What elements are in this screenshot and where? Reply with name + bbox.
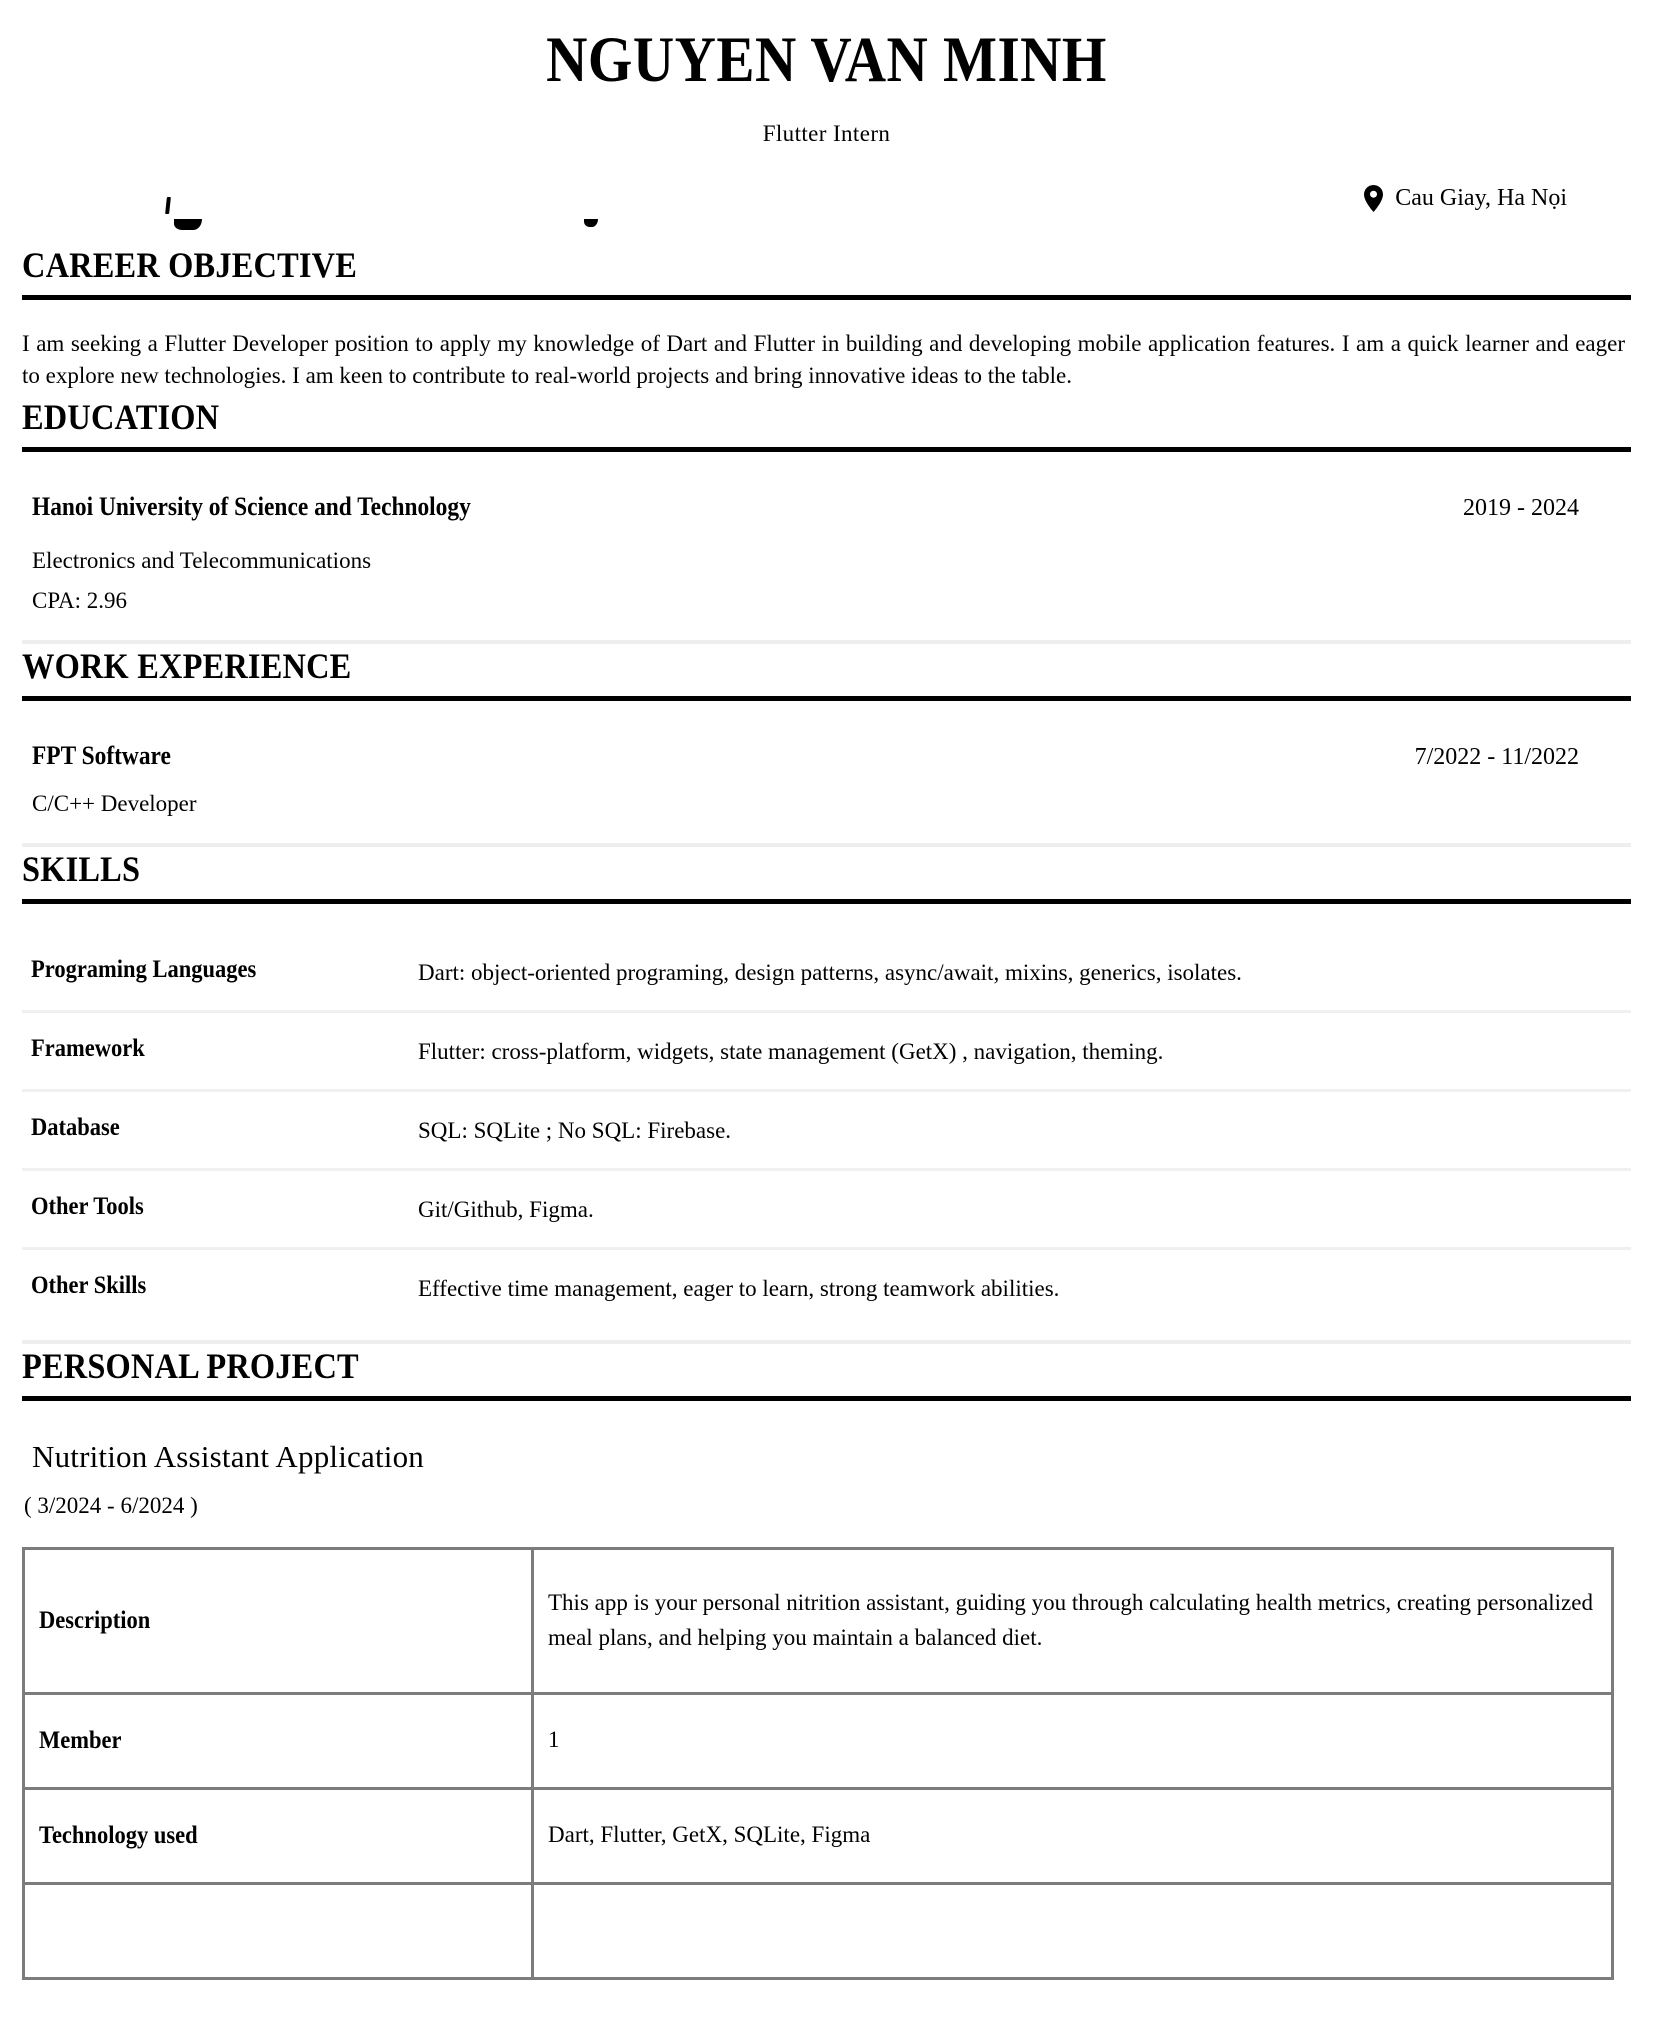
work-position: C/C++ Developer [32,790,197,816]
education-entry [22,492,1631,614]
section-career-objective [22,247,1631,393]
section-skills [22,843,1631,1326]
section-work-experience [22,640,1631,817]
table-key-label: Member [39,1726,122,1754]
section-title-work-experience: WORK EXPERIENCE [22,645,352,686]
project-details-table [22,1547,1614,1980]
redacted-fragment-icon [584,219,598,227]
skill-label: Other Tools [31,1192,144,1220]
contact-location [1364,185,1567,212]
section-rule [22,899,1631,904]
section-title-skills: SKILLS [22,848,141,889]
map-pin-icon [1364,185,1383,212]
resume-page [0,24,1653,2028]
section-rule [22,696,1631,701]
education-school: Hanoi University of Science and Technology [32,491,471,521]
project-period: ( 3/2024 - 6/2024 ) [24,1492,198,1518]
skill-row [22,1168,1631,1247]
table-row [24,1548,1613,1693]
redacted-fragment-icon [174,219,202,230]
project-name: Nutrition Assistant Application [32,1438,424,1474]
skill-row [22,1089,1631,1168]
table-row [24,1693,1613,1788]
table-cell-value: 1 [533,1693,1613,1788]
skill-value: Git/Github, Figma. [418,1196,594,1222]
contact-redacted-area [152,191,712,231]
section-light-divider [22,843,1631,847]
work-company: FPT Software [32,740,171,770]
table-row-partial [24,1883,1613,1978]
table-cell-key [24,1548,533,1693]
section-rule [22,295,1631,300]
education-gpa: CPA: 2.96 [32,587,128,613]
section-light-divider [22,1340,1631,1344]
work-dates: 7/2022 - 11/2022 [1414,743,1579,770]
table-key-label: Description [39,1606,151,1634]
section-title-career-objective: CAREER OBJECTIVE [22,245,358,285]
contact-row [22,185,1631,241]
skill-value: Effective time management, eager to learn, strong teamwork abilities. [418,1275,1060,1301]
table-cell-value: This app is your personal nitrition assistant, guiding you through calculating health metrics, creating personalized meal plans, and helping you maintain a balanced diet. [533,1548,1613,1693]
section-rule [22,1396,1631,1401]
section-rule [22,447,1631,452]
candidate-role: Flutter Intern [762,121,891,146]
work-entry-header [32,741,1631,771]
table-row [24,1788,1613,1883]
table-cell-key [24,1693,533,1788]
education-entry-header [32,492,1631,522]
location-text: Cau Giay, Ha Nọi [1395,185,1567,211]
skill-row [22,926,1631,1010]
section-light-divider [22,640,1631,644]
skill-label: Programing Languages [31,955,257,983]
work-entry [22,741,1631,817]
skill-row [22,1010,1631,1089]
redacted-fragment-icon [165,197,171,214]
education-dates: 2019 - 2024 [1463,494,1579,521]
skill-label: Framework [31,1034,145,1062]
section-personal-project [22,1340,1631,1980]
section-education [22,399,1631,614]
skill-value: Flutter: cross-platform, widgets, state management (GetX) , navigation, theming. [418,1038,1164,1064]
education-major: Electronics and Telecommunications [32,547,372,573]
table-key-label: Technology used [39,1821,198,1849]
table-cell-key [24,1883,533,1978]
candidate-name: NGUYEN VAN MINH [546,24,1107,96]
skill-value: SQL: SQLite ; No SQL: Firebase. [418,1117,732,1143]
table-cell-value: Dart, Flutter, GetX, SQLite, Figma [533,1788,1613,1883]
section-title-personal-project: PERSONAL PROJECT [22,1345,359,1386]
skills-list [22,926,1631,1326]
skill-label: Other Skills [31,1271,147,1299]
skill-value: Dart: object-oriented programing, design patterns, async/await, mixins, generics, isolates. [418,959,1242,985]
table-cell-value [533,1883,1613,1978]
skill-row [22,1247,1631,1326]
career-objective-text: I am seeking a Flutter Developer position to apply my knowledge of Dart and Flutter in building and developing mobile application features. I am a quick learner and eager to explore new technologies. I am keen to contribute to real-world projects and bring innovative ideas to the table. [22,330,1625,389]
section-title-education: EDUCATION [22,397,220,438]
table-cell-key [24,1788,533,1883]
skill-label: Database [31,1113,120,1141]
